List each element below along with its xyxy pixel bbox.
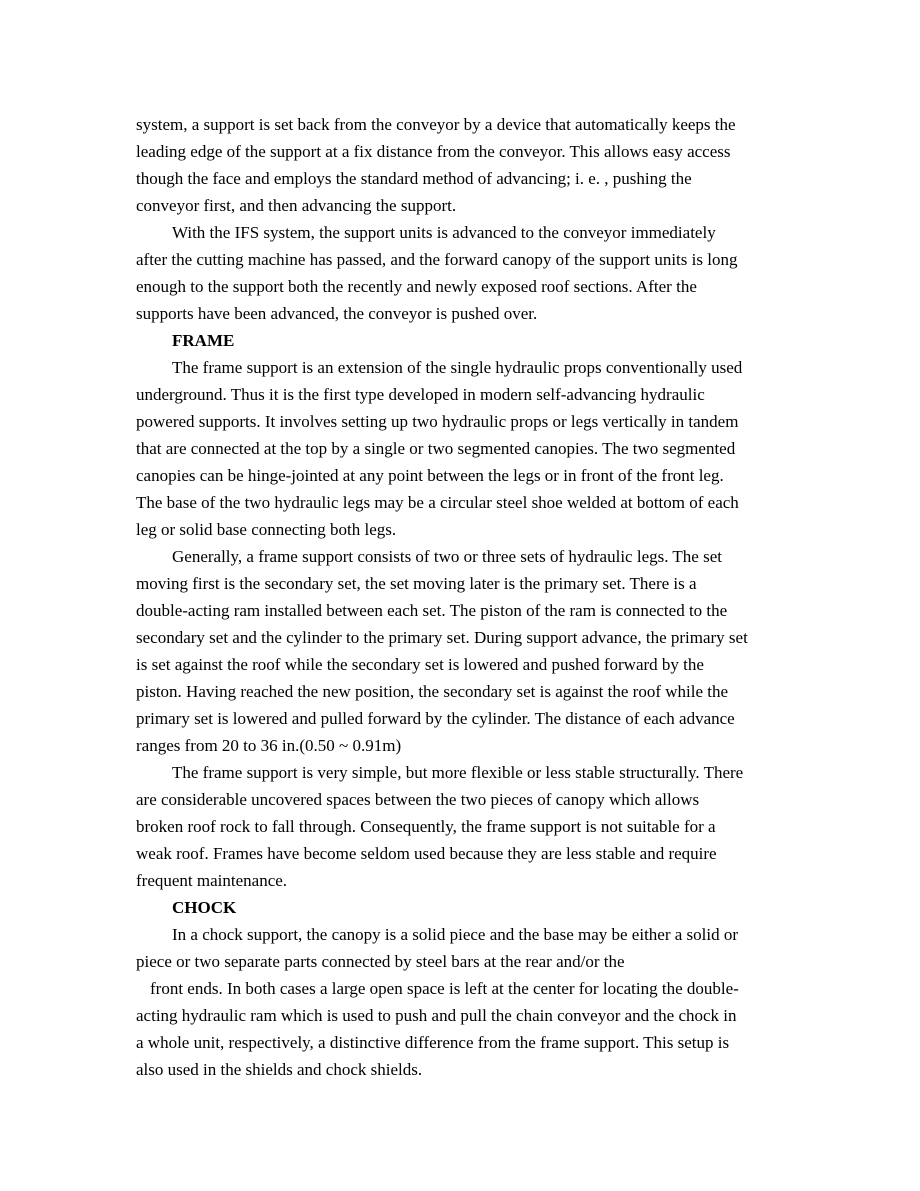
text-line: piston. Having reached the new position, the secondary set is against the roof while the <box>136 682 729 701</box>
text-line: broken roof rock to fall through. Consequently, the frame support is not suitable for a <box>136 817 716 836</box>
text-line: are considerable uncovered spaces between the two pieces of canopy which allows <box>136 790 700 809</box>
text-line: a whole unit, respectively, a distinctive difference from the frame support. This setup is <box>136 1033 730 1052</box>
text-line: canopies can be hinge-jointed at any point between the legs or in front of the front leg. <box>136 466 724 485</box>
text-line: leg or solid base connecting both legs. <box>136 520 397 539</box>
text-line: moving first is the secondary set, the set moving later is the primary set. There is a <box>136 574 697 593</box>
paragraph-first-line: The frame support is very simple, but more flexible or less stable structurally. There <box>172 763 744 782</box>
text-line: leading edge of the support at a fix distance from the conveyor. This allows easy access <box>136 142 731 161</box>
text-line: also used in the shields and chock shields. <box>136 1060 423 1079</box>
text-line: though the face and employs the standard method of advancing; i. e. , pushing the <box>136 169 692 188</box>
text-line: front ends. In both cases a large open space is left at the center for locating the double- <box>150 979 739 998</box>
paragraph-first-line: The frame support is an extension of the single hydraulic props conventionally used <box>172 358 743 377</box>
text-line: weak roof. Frames have become seldom used because they are less stable and require <box>136 844 717 863</box>
text-line: conveyor first, and then advancing the support. <box>136 196 457 215</box>
text-line: system, a support is set back from the conveyor by a device that automatically keeps the <box>136 115 736 134</box>
text-line: primary set is lowered and pulled forward by the cylinder. The distance of each advance <box>136 709 735 728</box>
paragraph-first-line: In a chock support, the canopy is a solid piece and the base may be either a solid or <box>172 925 739 944</box>
text-line: The base of the two hydraulic legs may be a circular steel shoe welded at bottom of each <box>136 493 739 512</box>
text-line: piece or two separate parts connected by steel bars at the rear and/or the <box>136 952 625 971</box>
paragraph-first-line: Generally, a frame support consists of two or three sets of hydraulic legs. The set <box>172 547 722 566</box>
text-line: powered supports. It involves setting up two hydraulic props or legs vertically in tandem <box>136 412 739 431</box>
text-line: double-acting ram installed between each set. The piston of the ram is connected to the <box>136 601 728 620</box>
text-line: underground. Thus it is the first type developed in modern self-advancing hydraulic <box>136 385 705 404</box>
text-line: acting hydraulic ram which is used to push and pull the chain conveyor and the chock in <box>136 1006 737 1025</box>
text-line: after the cutting machine has passed, and the forward canopy of the support units is long <box>136 250 738 269</box>
section-heading-chock: CHOCK <box>172 898 237 917</box>
text-line: supports have been advanced, the conveyor is pushed over. <box>136 304 538 323</box>
text-line: enough to the support both the recently and newly exposed roof sections. After the <box>136 277 697 296</box>
text-line: that are connected at the top by a single or two segmented canopies. The two segmented <box>136 439 736 458</box>
text-line: secondary set and the cylinder to the primary set. During support advance, the primary set <box>136 628 748 647</box>
paragraph-first-line: With the IFS system, the support units is advanced to the conveyor immediately <box>172 223 716 242</box>
text-line: ranges from 20 to 36 in.(0.50 ~ 0.91m) <box>136 736 402 755</box>
section-heading-frame: FRAME <box>172 331 235 350</box>
text-line: frequent maintenance. <box>136 871 288 890</box>
text-line: is set against the roof while the secondary set is lowered and pushed forward by the <box>136 655 704 674</box>
